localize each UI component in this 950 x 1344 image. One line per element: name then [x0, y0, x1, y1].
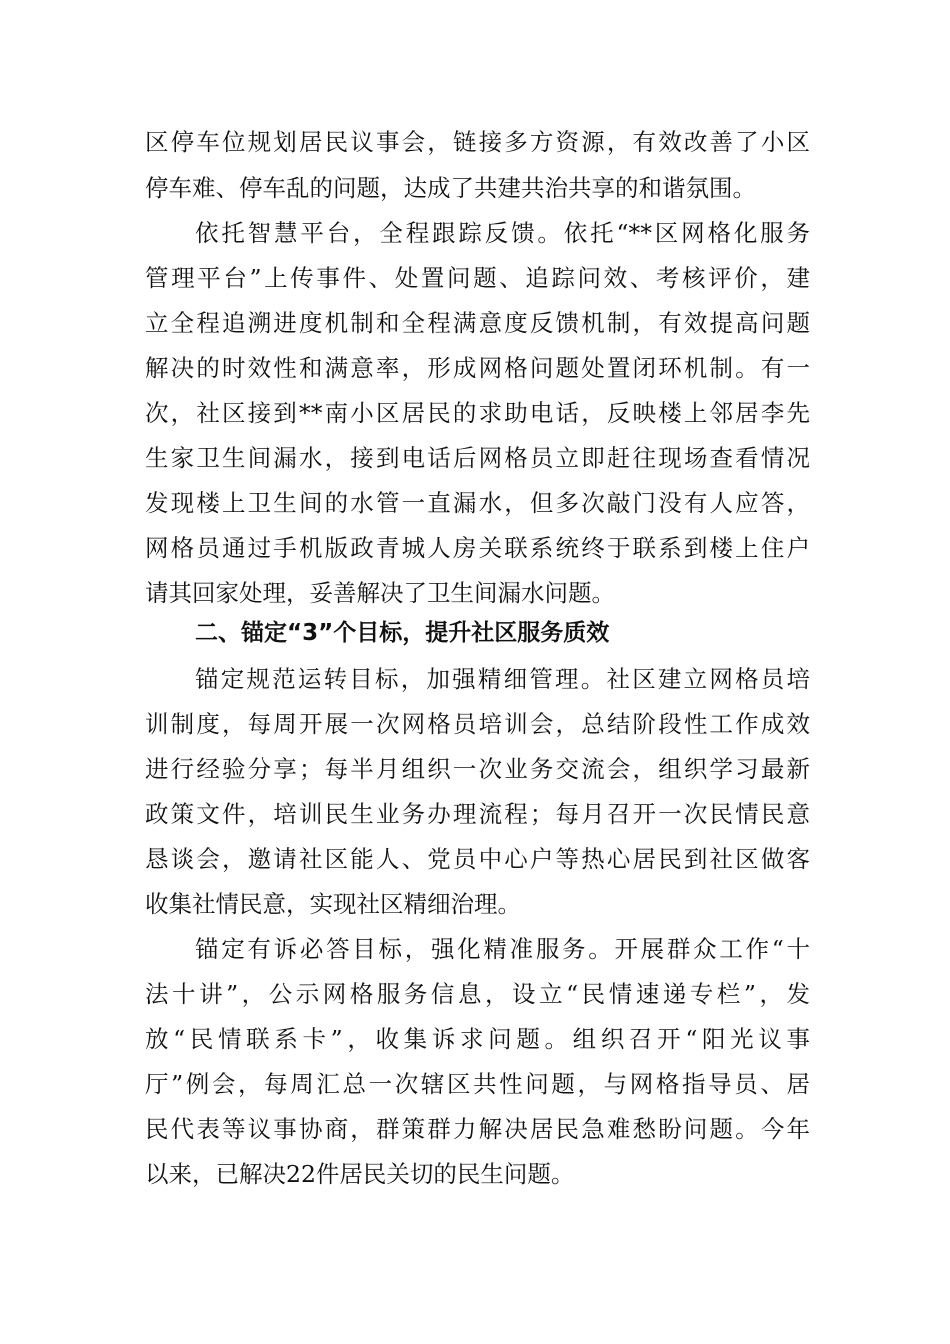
paragraph-line: 区停车位规划居民议事会，链接多方资源，有效改善了小区: [145, 128, 810, 156]
paragraph-line: 收集社情民意，实现社区精细治理。: [145, 890, 521, 918]
paragraph-line: 生家卫生间漏水，接到电话后网格员立即赶往现场查看情况: [145, 444, 810, 472]
paragraph-line: 依托智慧平台，全程跟踪反馈。依托“**区网格化服务: [195, 219, 810, 247]
paragraph-line: 管理平台”上传事件、处置问题、追踪问效、考核评价，建: [145, 264, 810, 292]
paragraph-line: 网格员通过手机版政青城人房关联系统终于联系到楼上住户: [145, 534, 810, 562]
paragraph-line: 立全程追溯进度机制和全程满意度反馈机制，有效提高问题: [145, 309, 810, 337]
paragraph-line: 厅”例会，每周汇总一次辖区共性问题，与网格指导员、居: [145, 1070, 810, 1098]
paragraph-line: 政策文件，培训民生业务办理流程；每月召开一次民情民意: [145, 800, 810, 828]
paragraph-line: 停车难、停车乱的问题，达成了共建共治共享的和谐氛围。: [145, 174, 756, 202]
paragraph-line: 民代表等议事协商，群策群力解决居民急难愁盼问题。今年: [145, 1115, 810, 1143]
paragraph-line: 锚定规范运转目标，加强精细管理。社区建立网格员培: [195, 665, 810, 693]
paragraph-line: 次，社区接到**南小区居民的求助电话，反映楼上邻居李先: [145, 399, 810, 427]
paragraph-line: 训制度，每周开展一次网格员培训会，总结阶段性工作成效: [145, 710, 810, 738]
paragraph-line: 以来，已解决22件居民关切的民生问题。: [145, 1160, 575, 1188]
paragraph-line: 锚定有诉必答目标，强化精准服务。开展群众工作“十: [195, 935, 810, 963]
paragraph-line: 恳谈会，邀请社区能人、党员中心户等热心居民到社区做客: [145, 845, 810, 873]
paragraph-line: 进行经验分享；每半月组织一次业务交流会，组织学习最新: [145, 755, 810, 783]
paragraph-line: 发现楼上卫生间的水管一直漏水，但多次敲门没有人应答，: [145, 489, 810, 517]
paragraph-line: 请其回家处理，妥善解决了卫生间漏水问题。: [145, 579, 615, 607]
section-heading: 二、锚定“3”个目标，提升社区服务质效: [195, 620, 610, 646]
paragraph-line: 放“民情联系卡”，收集诉求问题。组织召开“阳光议事: [145, 1025, 810, 1053]
paragraph-line: 解决的时效性和满意率，形成网格问题处置闭环机制。有一: [145, 354, 810, 382]
paragraph-line: 法十讲”，公示网格服务信息，设立“民情速递专栏”，发: [145, 980, 810, 1008]
